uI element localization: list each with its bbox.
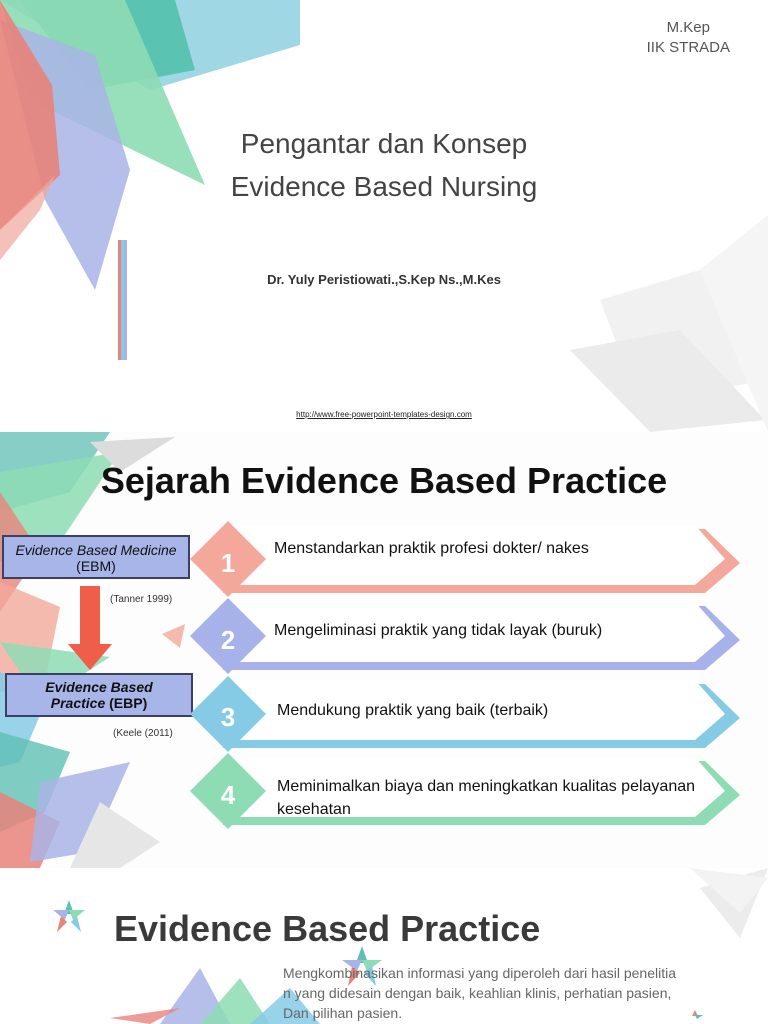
slide-ebp-definition [0, 868, 768, 1024]
course-line-2: IIK STRADA [646, 39, 730, 56]
slide-title: Evidence Based Practice [114, 908, 541, 949]
ebm-box [2, 535, 190, 579]
step-3-number: 3 [220, 702, 236, 732]
definition-line-2: n yang didesain dengan baik, keahlian klinis, perhatian pasien, [283, 985, 672, 1001]
slide-history [0, 432, 768, 868]
presentation-title [0, 122, 768, 208]
ebp-label: Evidence Based [45, 679, 153, 695]
ebm-label: Evidence Based Medicine [15, 542, 177, 558]
ebm-abbr: (EBM) [76, 558, 116, 574]
step-2-number: 2 [220, 625, 236, 655]
step-4-number: 4 [220, 780, 236, 810]
ebp-line-2 [7, 695, 191, 711]
step-3-text: Mendukung praktik yang baik (terbaik) [277, 702, 549, 719]
step-2-text: Mengeliminasi praktik yang tidak layak (buruk) [274, 622, 603, 639]
definition-line-1: Mengkombinasikan informasi yang diperoleh dari hasil penelitia [283, 965, 676, 981]
step-1-number: 1 [220, 548, 236, 578]
ebm-citation: (Tanner 1999) [110, 594, 173, 605]
definition-line-3: Dan pilihan pasien. [283, 1005, 403, 1021]
slide-title: Sejarah Evidence Based Practice [100, 460, 668, 501]
ebp-citation: (Keele (2011) [113, 728, 173, 739]
ebp-label-2: Practice [50, 695, 106, 711]
definition-text [283, 963, 733, 1023]
title-line-2: Evidence Based Nursing [230, 171, 538, 202]
author-name: Dr. Yuly Peristiowati.,S.Kep Ns.,M.Kes [267, 272, 501, 287]
course-line-1: M.Kep [666, 19, 710, 36]
ebp-box [5, 673, 193, 717]
step-1-text: Menstandarkan praktik profesi dokter/ nakes [274, 540, 589, 557]
down-arrow-icon [68, 586, 112, 670]
slide-title [0, 0, 768, 432]
step-4-text: Meminimalkan biaya dan meningkatkan kualitas pelayanan kesehatan [277, 778, 696, 818]
title-line-1: Pengantar dan Konsep [240, 128, 528, 159]
decorative-leaves [0, 0, 768, 432]
template-link[interactable]: http://www.free-powerpoint-templates-design.com [296, 410, 472, 419]
ebp-abbr: (EBP) [109, 695, 148, 711]
course-label [647, 18, 730, 58]
